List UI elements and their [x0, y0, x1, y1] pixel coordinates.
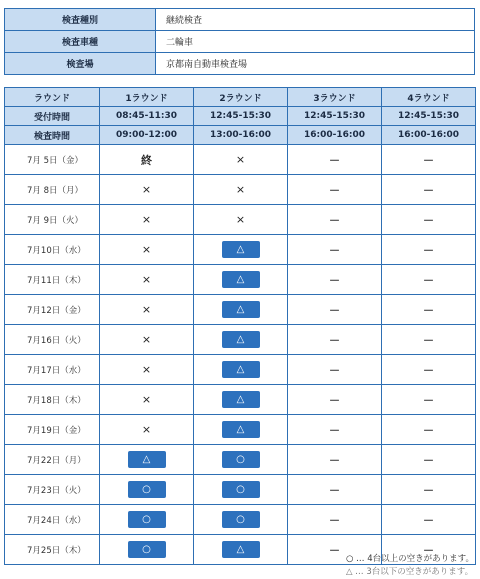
- slot-unavailable-mark: －: [329, 453, 340, 467]
- schedule-row: [5, 295, 476, 325]
- slot-cell-round-1: [100, 505, 194, 535]
- slot-unavailable-mark: －: [423, 243, 434, 257]
- slot-full-mark: ×: [141, 363, 152, 376]
- slot-unavailable-mark: －: [423, 513, 434, 527]
- slot-unavailable-mark: －: [329, 393, 340, 407]
- slot-cell-round-2: [194, 385, 288, 415]
- inspection-time-round-1: 09:00-12:00: [100, 126, 194, 145]
- slot-unavailable-mark: －: [329, 303, 340, 317]
- legend-line-few: △ … 3台以下の空きがあります。: [345, 567, 474, 577]
- schedule-date: 7月23日（火）: [5, 475, 100, 505]
- slot-unavailable-mark: －: [423, 213, 434, 227]
- slot-cell-round-4: [382, 205, 476, 235]
- slot-full-mark: ×: [141, 393, 152, 406]
- schedule-row: [5, 475, 476, 505]
- reception-time-round-4: 12:45-15:30: [382, 107, 476, 126]
- slot-cell-round-4: [382, 145, 476, 175]
- slot-full-mark: ×: [141, 273, 152, 286]
- inspection-info-table: [4, 8, 475, 75]
- reception-time-row: [5, 107, 476, 126]
- slot-unavailable-mark: －: [423, 543, 434, 557]
- schedule-row: [5, 175, 476, 205]
- slot-cell-round-4: [382, 385, 476, 415]
- inspection-time-round-4: 16:00-16:00: [382, 126, 476, 145]
- slot-cell-round-4: [382, 295, 476, 325]
- slot-cell-round-1: [100, 325, 194, 355]
- slot-cell-round-3: [288, 235, 382, 265]
- info-value-inspection-site: 京都南自動車検査場: [156, 53, 475, 75]
- slot-unavailable-mark: －: [329, 513, 340, 527]
- schedule-date: 7月25日（木）: [5, 535, 100, 565]
- round-2-header: 2ラウンド: [194, 88, 288, 107]
- slot-unavailable-mark: －: [423, 363, 434, 377]
- inspection-time-round-2: 13:00-16:00: [194, 126, 288, 145]
- legend-line-plenty: ○ … 4台以上の空きがあります。: [345, 554, 474, 564]
- schedule-body: [5, 145, 476, 565]
- slot-cell-round-1: [100, 265, 194, 295]
- slot-cell-round-4: [382, 265, 476, 295]
- slot-unavailable-mark: －: [329, 183, 340, 197]
- slot-unavailable-mark: －: [423, 393, 434, 407]
- slot-cell-round-1: [100, 355, 194, 385]
- slot-cell-round-2: [194, 205, 288, 235]
- slot-unavailable-mark: －: [423, 303, 434, 317]
- reserve-few-left-button[interactable]: △: [128, 451, 166, 468]
- schedule-date: 7月 5日（金）: [5, 145, 100, 175]
- schedule-table: [4, 87, 476, 565]
- slot-full-mark: ×: [235, 183, 246, 196]
- slot-cell-round-4: [382, 355, 476, 385]
- schedule-date: 7月18日（木）: [5, 385, 100, 415]
- slot-cell-round-3: [288, 175, 382, 205]
- schedule-date: 7月22日（月）: [5, 445, 100, 475]
- round-3-header: 3ラウンド: [288, 88, 382, 107]
- schedule-row: [5, 145, 476, 175]
- round-1-header: 1ラウンド: [100, 88, 194, 107]
- slot-cell-round-3: [288, 475, 382, 505]
- slot-cell-round-2: [194, 505, 288, 535]
- schedule-date: 7月10日（水）: [5, 235, 100, 265]
- slot-cell-round-2: [194, 445, 288, 475]
- slot-cell-round-2: [194, 475, 288, 505]
- slot-cell-round-3: [288, 325, 382, 355]
- schedule-row: [5, 415, 476, 445]
- slot-cell-round-2: [194, 355, 288, 385]
- schedule-row: [5, 325, 476, 355]
- info-row-inspection-site: [5, 53, 475, 75]
- slot-cell-round-2: [194, 535, 288, 565]
- info-label-inspection-type: 検査種別: [5, 9, 156, 31]
- reception-time-round-3: 12:45-15:30: [288, 107, 382, 126]
- slot-cell-round-1: [100, 205, 194, 235]
- slot-cell-round-3: [288, 295, 382, 325]
- slot-cell-round-3: [288, 445, 382, 475]
- slot-cell-round-3: [288, 205, 382, 235]
- slot-cell-round-4: [382, 325, 476, 355]
- schedule-date: 7月19日（金）: [5, 415, 100, 445]
- slot-unavailable-mark: －: [423, 453, 434, 467]
- slot-cell-round-3: [288, 265, 382, 295]
- slot-full-mark: ×: [141, 303, 152, 316]
- slot-unavailable-mark: －: [329, 423, 340, 437]
- round-header-row: [5, 88, 476, 107]
- slot-cell-round-1: [100, 295, 194, 325]
- slot-closed-mark: 終: [141, 153, 152, 167]
- reserve-few-left-button[interactable]: △: [222, 301, 260, 318]
- schedule-row: [5, 445, 476, 475]
- slot-full-mark: ×: [141, 183, 152, 196]
- schedule-row: [5, 235, 476, 265]
- slot-full-mark: ×: [141, 423, 152, 436]
- slot-cell-round-1: [100, 415, 194, 445]
- slot-unavailable-mark: －: [423, 273, 434, 287]
- slot-cell-round-1: [100, 445, 194, 475]
- slot-full-mark: ×: [235, 213, 246, 226]
- slot-cell-round-1: [100, 175, 194, 205]
- slot-unavailable-mark: －: [423, 153, 434, 167]
- slot-cell-round-2: [194, 415, 288, 445]
- inspection-time-row: [5, 126, 476, 145]
- info-row-vehicle-type: [5, 31, 475, 53]
- slot-cell-round-3: [288, 385, 382, 415]
- reception-time-round-1: 08:45-11:30: [100, 107, 194, 126]
- schedule-date: 7月17日（水）: [5, 355, 100, 385]
- reserve-few-left-button[interactable]: △: [222, 361, 260, 378]
- reserve-available-button[interactable]: ○: [128, 511, 166, 528]
- slot-full-mark: ×: [235, 153, 246, 166]
- schedule-date: 7月16日（火）: [5, 325, 100, 355]
- reserve-few-left-button[interactable]: △: [222, 421, 260, 438]
- slot-full-mark: ×: [141, 213, 152, 226]
- reserve-few-left-button[interactable]: △: [222, 241, 260, 258]
- slot-cell-round-3: [288, 355, 382, 385]
- slot-unavailable-mark: －: [423, 423, 434, 437]
- slot-unavailable-mark: －: [423, 183, 434, 197]
- inspection-time-round-3: 16:00-16:00: [288, 126, 382, 145]
- slot-cell-round-1: [100, 535, 194, 565]
- schedule-row: [5, 205, 476, 235]
- slot-unavailable-mark: －: [423, 483, 434, 497]
- slot-cell-round-2: [194, 295, 288, 325]
- slot-cell-round-4: [382, 415, 476, 445]
- info-row-inspection-type: [5, 9, 475, 31]
- info-value-vehicle-type: 二輪車: [156, 31, 475, 53]
- slot-unavailable-mark: －: [329, 243, 340, 257]
- slot-cell-round-4: [382, 175, 476, 205]
- slot-unavailable-mark: －: [329, 273, 340, 287]
- schedule-date: 7月 9日（火）: [5, 205, 100, 235]
- schedule-date: 7月12日（金）: [5, 295, 100, 325]
- reserve-available-button[interactable]: ○: [222, 511, 260, 528]
- schedule-row: [5, 355, 476, 385]
- schedule-row: [5, 265, 476, 295]
- reserve-few-left-button[interactable]: △: [222, 271, 260, 288]
- slot-unavailable-mark: －: [329, 363, 340, 377]
- schedule-date: 7月11日（木）: [5, 265, 100, 295]
- availability-legend: [346, 553, 474, 579]
- reception-time-label: 受付時間: [5, 107, 100, 126]
- slot-cell-round-1: [100, 475, 194, 505]
- reserve-available-button[interactable]: ○: [222, 481, 260, 498]
- slot-unavailable-mark: －: [329, 483, 340, 497]
- reserve-available-button[interactable]: ○: [128, 541, 166, 558]
- reception-time-round-2: 12:45-15:30: [194, 107, 288, 126]
- reserve-few-left-button[interactable]: △: [222, 391, 260, 408]
- schedule-date: 7月24日（水）: [5, 505, 100, 535]
- slot-cell-round-3: [288, 145, 382, 175]
- info-label-vehicle-type: 検査車種: [5, 31, 156, 53]
- slot-cell-round-3: [288, 505, 382, 535]
- slot-cell-round-2: [194, 175, 288, 205]
- info-value-inspection-type: 継続検査: [156, 9, 475, 31]
- slot-cell-round-4: [382, 505, 476, 535]
- round-header-label: ラウンド: [5, 88, 100, 107]
- slot-unavailable-mark: －: [329, 543, 340, 557]
- slot-unavailable-mark: －: [423, 333, 434, 347]
- schedule-date: 7月 8日（月）: [5, 175, 100, 205]
- slot-cell-round-4: [382, 445, 476, 475]
- reserve-available-button[interactable]: ○: [128, 481, 166, 498]
- schedule-row: [5, 505, 476, 535]
- slot-cell-round-2: [194, 145, 288, 175]
- reserve-available-button[interactable]: ○: [222, 451, 260, 468]
- slot-cell-round-2: [194, 325, 288, 355]
- reserve-few-left-button[interactable]: △: [222, 331, 260, 348]
- round-4-header: 4ラウンド: [382, 88, 476, 107]
- slot-cell-round-1: [100, 385, 194, 415]
- slot-cell-round-2: [194, 235, 288, 265]
- info-label-inspection-site: 検査場: [5, 53, 156, 75]
- inspection-time-label: 検査時間: [5, 126, 100, 145]
- slot-unavailable-mark: －: [329, 213, 340, 227]
- slot-cell-round-1: [100, 145, 194, 175]
- slot-cell-round-2: [194, 265, 288, 295]
- slot-cell-round-4: [382, 235, 476, 265]
- reserve-few-left-button[interactable]: △: [222, 541, 260, 558]
- schedule-row: [5, 385, 476, 415]
- slot-cell-round-1: [100, 235, 194, 265]
- slot-full-mark: ×: [141, 243, 152, 256]
- slot-unavailable-mark: －: [329, 333, 340, 347]
- slot-unavailable-mark: －: [329, 153, 340, 167]
- slot-full-mark: ×: [141, 333, 152, 346]
- slot-cell-round-4: [382, 475, 476, 505]
- slot-cell-round-3: [288, 415, 382, 445]
